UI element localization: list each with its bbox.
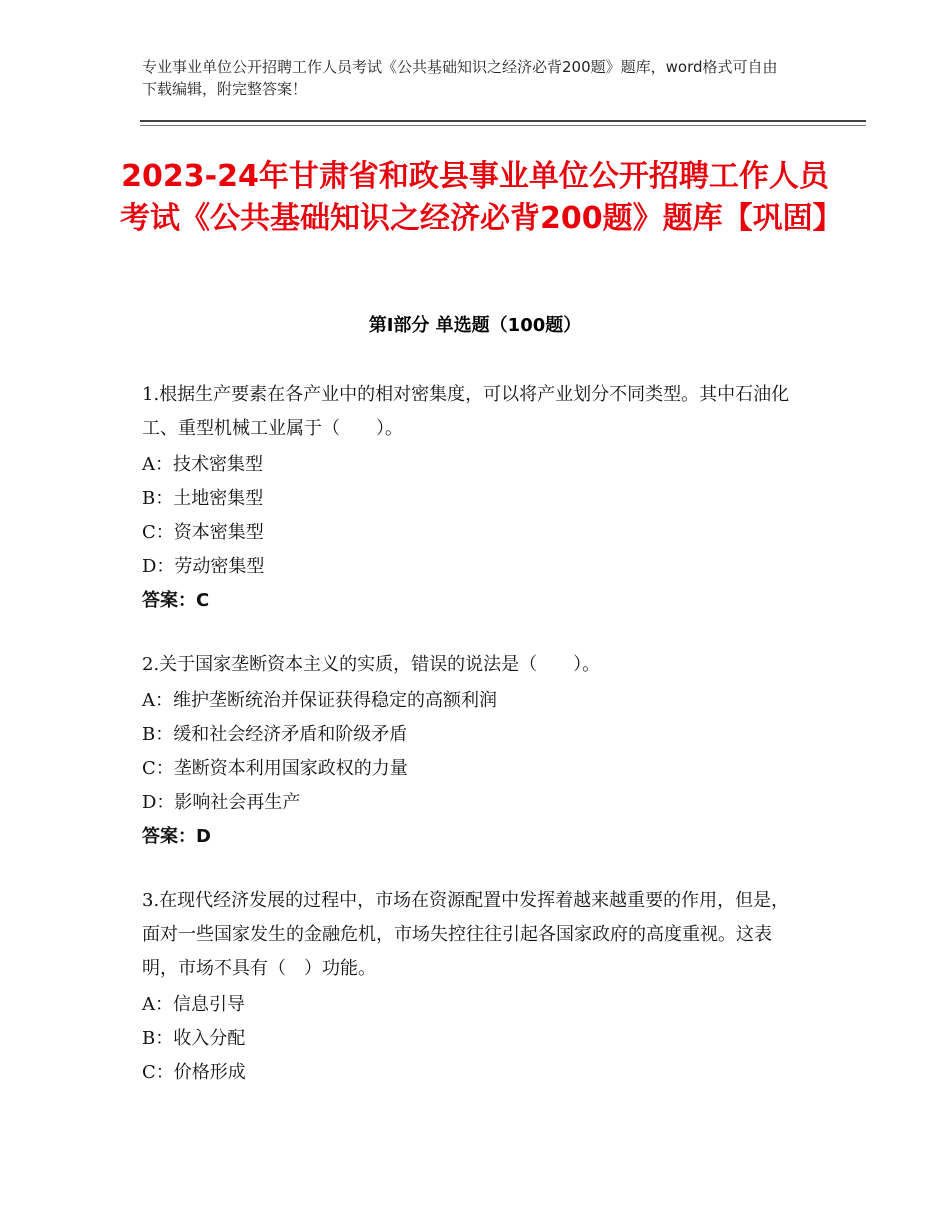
question-3: [142, 884, 802, 1090]
question-stem: 2.关于国家垄断资本主义的实质，错误的说法是（ ）。: [142, 654, 601, 675]
option-a: A：信息引导: [142, 994, 245, 1015]
option-d: D：影响社会再生产: [142, 792, 301, 813]
header-rule-thin: [140, 125, 866, 126]
page-title: 2023-24年甘肃省和政县事业单位公开招聘工作人员考试《公共基础知识之经济必背200题》题库【巩固】: [120, 159, 843, 236]
option-d: D：劳动密集型: [142, 556, 265, 577]
option-b: B：土地密集型: [142, 488, 264, 509]
option-c: C：垄断资本利用国家政权的力量: [142, 758, 408, 779]
option-b: B：收入分配: [142, 1028, 246, 1049]
answer: 答案：C: [142, 590, 210, 611]
option-c: C：资本密集型: [142, 522, 264, 543]
header-note: 专业事业单位公开招聘工作人员考试《公共基础知识之经济必背200题》题库，word格式可自由下载编辑，附完整答案！: [142, 58, 778, 98]
option-c: C：价格形成: [142, 1062, 246, 1083]
question-list: [142, 378, 802, 1120]
section-heading: 第Ⅰ部分 单选题（100题）: [368, 315, 582, 336]
answer: 答案：D: [142, 826, 211, 847]
question-stem: 3.在现代经济发展的过程中，市场在资源配置中发挥着越来越重要的作用，但是，面对一些国家发生的金融危机，市场失控往往引起各国家政府的高度重视。这表明，市场不具有（ ）功能。: [142, 890, 790, 979]
question-1: [142, 378, 802, 618]
option-a: A：维护垄断统治并保证获得稳定的高额利润: [142, 690, 497, 711]
question-2: [142, 648, 802, 854]
header-rule: [140, 120, 866, 122]
option-b: B：缓和社会经济矛盾和阶级矛盾: [142, 724, 408, 745]
question-stem: 1.根据生产要素在各产业中的相对密集度，可以将产业划分不同类型。其中石油化工、重型机械工业属于（ ）。: [142, 384, 790, 439]
option-a: A：技术密集型: [142, 454, 263, 475]
